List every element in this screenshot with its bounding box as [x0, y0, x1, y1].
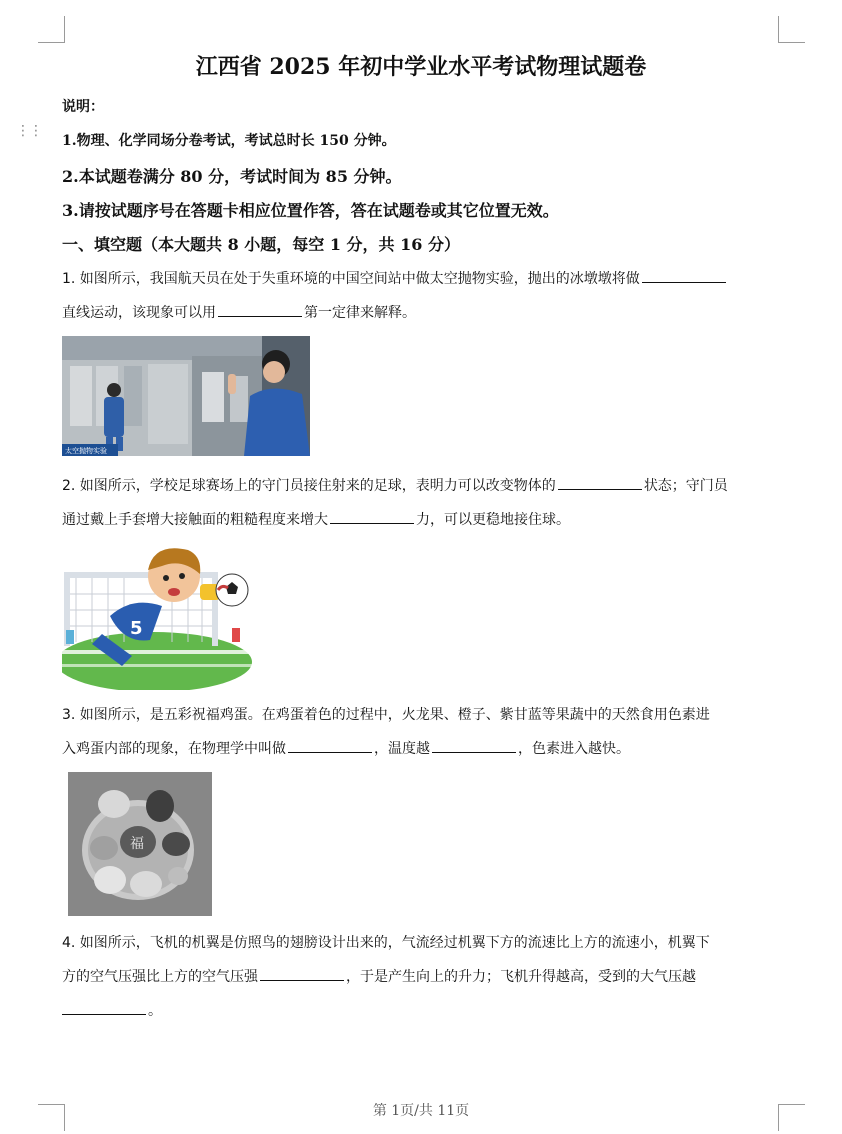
- answer-blank[interactable]: [260, 968, 344, 981]
- q4-line-2: 方的空气压强比上方的空气压强 ，于是产生向上的升力；飞机升得越高，受到的大气压越: [62, 969, 696, 985]
- q4-line-1: 4. 如图所示，飞机的机翼是仿照鸟的翅膀设计出来的，气流经过机翼下方的流速比上方的流速小，机翼下: [62, 935, 710, 951]
- note-2: 2.本试题卷满分 80 分，考试时间为 85 分钟。: [62, 167, 402, 186]
- answer-blank[interactable]: [558, 477, 642, 490]
- space-station-photo: [62, 336, 310, 456]
- crop-mark-top-right: [778, 16, 805, 43]
- crop-mark-top-left: [38, 16, 65, 43]
- q4-line-3: 。: [62, 1000, 162, 1020]
- answer-blank[interactable]: [288, 740, 372, 753]
- note-1: 1.物理、化学同场分卷考试，考试总时长 150 分钟。: [62, 133, 396, 149]
- colored-eggs-photo: [68, 772, 212, 916]
- note-3: 3.请按试题序号在答题卡相应位置作答，答在试题卷或其它位置无效。: [62, 201, 559, 220]
- egg-character: 福: [130, 836, 144, 852]
- answer-blank[interactable]: [218, 304, 302, 317]
- q1-line-1: 1. 如图所示，我国航天员在处于失重环境的中国空间站中做太空抛物实验，抛出的冰墩墩将做: [62, 268, 728, 288]
- q2-line-2: 通过戴上手套增大接触面的粗糙程度来增大 力，可以更稳地接住球。: [62, 512, 570, 528]
- photo-caption: 太空抛物实验: [65, 447, 107, 455]
- q1-line-2: 直线运动，该现象可以用 第一定律来解释。: [62, 305, 416, 321]
- answer-blank[interactable]: [330, 511, 414, 524]
- q3-line-2: 入鸡蛋内部的现象，在物理学中叫做 ，温度越 ，色素进入越快。: [62, 741, 630, 757]
- q2-line-1: 2. 如图所示，学校足球赛场上的守门员接住射来的足球，表明力可以改变物体的 状态；守门员: [62, 478, 728, 494]
- page-title: 江西省 2025 年初中学业水平考试物理试题卷: [195, 54, 647, 80]
- goalkeeper-illustration: [62, 544, 252, 690]
- section-heading: 一、填空题（本大题共 8 小题，每空 1 分，共 16 分）: [62, 235, 460, 254]
- answer-blank[interactable]: [642, 270, 726, 283]
- answer-blank[interactable]: [432, 740, 516, 753]
- jersey-number: 5: [130, 618, 143, 639]
- page-footer: 第 1页/共 11页: [372, 1103, 470, 1119]
- note-label: 说明：: [62, 99, 104, 115]
- drag-handle-icon[interactable]: ⋮⋮: [16, 123, 42, 139]
- q3-line-1: 3. 如图所示，是五彩祝福鸡蛋。在鸡蛋着色的过程中，火龙果、橙子、紫甘蓝等果蔬中的天然食用色素进: [62, 707, 710, 723]
- answer-blank[interactable]: [62, 1002, 146, 1015]
